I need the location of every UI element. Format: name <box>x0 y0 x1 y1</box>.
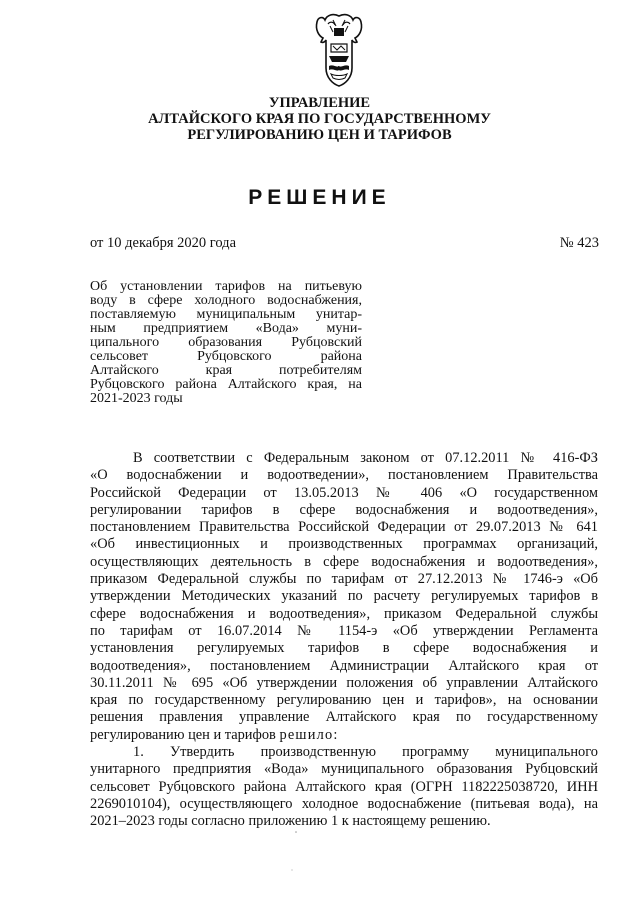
body-line: утверждении Методических указаний по расчету регулируемых тарифов в <box>90 588 598 605</box>
document-number: № 423 <box>559 235 599 251</box>
subject-line: 2021-2023 годы <box>90 391 183 406</box>
body-line: решения правления управление Алтайского края по государственному <box>90 709 598 726</box>
subject-block <box>90 280 362 406</box>
body-line: «О водоснабжении и водоотведении», постановлением Правительства <box>90 467 598 484</box>
item-1-line: 1. Утвердить производственную программу муниципального <box>133 744 598 761</box>
body-line: края по государственному регулированию цен и тарифов», на основании <box>90 692 598 709</box>
body-line: по тарифам от 16.07.2014 № 1154-э «Об утверждении Регламента <box>90 622 598 639</box>
body-line: «Об инвестиционных и производственных программах организаций, <box>90 536 598 553</box>
subject-line: сельсовет Рубцовского района <box>90 349 362 364</box>
subject-line: ципального образования Рубцовский <box>90 335 362 350</box>
item-1-line: унитарного предприятия «Вода» муниципального образования Рубцовский <box>90 761 598 778</box>
item-1-line: 2021–2023 годы согласно приложению 1 к настоящему решению. <box>90 813 491 830</box>
body-line-last <box>90 727 598 744</box>
document-date: от 10 декабря 2020 года <box>90 235 236 251</box>
body-line: В соответствии с Федеральным законом от 07.12.2011 № 416-ФЗ <box>133 450 598 466</box>
document-title: РЕШЕНИЕ <box>248 186 391 209</box>
subject-line: Рубцовского района Алтайского края, на <box>90 377 362 392</box>
body-line-text: регулированию цен и тарифов <box>90 726 276 743</box>
org-line-3: РЕГУЛИРОВАНИЮ ЦЕН И ТАРИФОВ <box>187 127 452 143</box>
body-line: водоотведения», постановлением Администрации Алтайского края от <box>90 657 598 674</box>
subject-line: ным предприятием «Вода» муни- <box>90 321 362 336</box>
org-line-1: УПРАВЛЕНИЕ <box>268 95 371 111</box>
item-1-line: 2269010104), осуществляющего холодное водоснабжение (питьевая вода), на <box>90 795 598 812</box>
body-line: регулировании тарифов в сфере водоснабжения и водоотведения», <box>90 501 598 518</box>
body-text <box>90 450 598 831</box>
body-line: сфере водоснабжения и водоотведения», приказом Федеральной службы <box>90 605 598 622</box>
coat-of-arms-icon <box>311 12 367 88</box>
body-line: приказом Федеральной службы по тарифам от 27.12.2013 № 1746-э «Об <box>90 571 598 588</box>
organization-header <box>0 95 639 143</box>
body-line: Российской Федерации от 13.05.2013 № 406 «О государственном <box>90 484 598 501</box>
item-1-line: сельсовет Рубцовского района Алтайского края (ОГРН 1182225038720, ИНН <box>90 778 598 795</box>
decided-word: решило: <box>279 726 339 743</box>
body-line: постановлением Правительства Российской Федерации от 29.07.2013 № 641 <box>90 519 598 536</box>
body-line: осуществляющих деятельность в сфере водоснабжения и водоотведения», <box>90 553 598 570</box>
subject-line: Об установлении тарифов на питьевую <box>90 279 362 294</box>
subject-line: поставляемую муниципальным унитар- <box>90 307 362 322</box>
body-line: 30.11.2011 № 695 «Об утверждении положения об управлении Алтайского <box>90 674 598 691</box>
body-line: установления регулируемых тарифов в сфере водоснабжения и <box>90 640 598 657</box>
subject-line: воду в сфере холодного водоснабжения, <box>90 293 362 308</box>
subject-line: Алтайского края потребителям <box>90 363 362 378</box>
org-line-2: АЛТАЙСКОГО КРАЯ ПО ГОСУДАРСТВЕННОМУ <box>148 111 491 127</box>
